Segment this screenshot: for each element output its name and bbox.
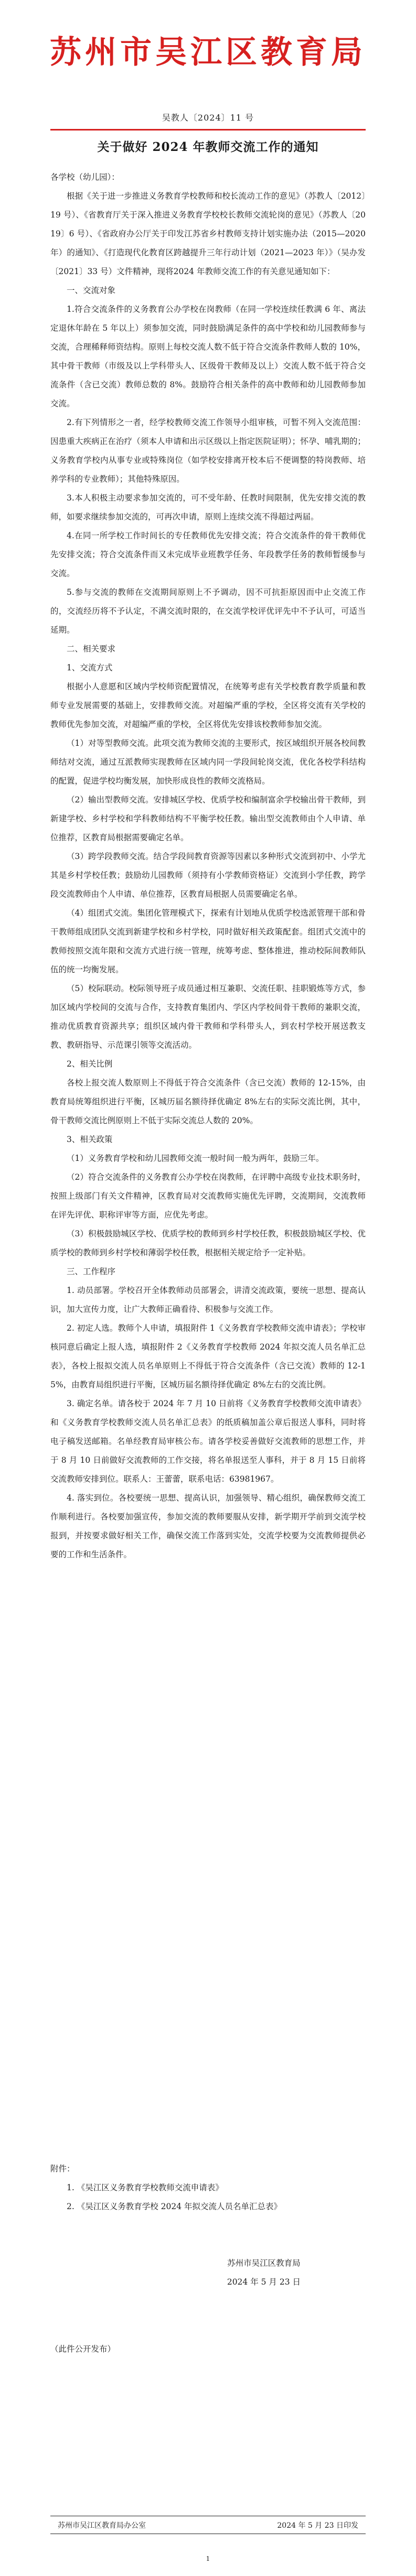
attachment-item: 2. 《吴江区义务教育学校 2024 年拟交流人员名单汇总表》: [67, 2202, 282, 2211]
body-paragraph: 4. 落实到位。各校要统一思想、提高认识，加强领导、精心组织，确保教师交流工作顺利进行。各校要加强宣传，参加交流的教师要服从安排，新学期开学前到交流学校报到，并按要求做好相关工作，确保交流工作落到实处，交流学校要为交流教师提供必要的工作和生活条件。: [50, 1493, 366, 1559]
body-paragraph: （2）符合交流条件的义务教育公办学校在岗教师，在评聘中高级专业技术职务时，按照上级部门有关文件精神，区教育局对交流教师实施优先评聘，交流期间，交流教师在评先评优、职称评审等方面，应优先考虑。: [50, 1172, 366, 1220]
body-paragraph: 根据《关于进一步推进义务教育学校教师和校长流动工作的意见》（苏教人〔2012〕19 号）、《省教育厅关于深入推进义务教育学校校长教师交流轮岗的意见》（苏教人〔2019〕6 号）、《省政府办公厅关于印发江苏省乡村教师支持计划实施办法（2015—2020 年）的通知》、《打造现代化教育区跨越提升三年行动计划（2021—2023 年）》（吴办发〔2021〕33 号）文件精神，现将2024 年教师交流工作的有关意见通知如下：: [50, 191, 366, 276]
footer-print-date: 2024 年 5 月 23 日印发: [277, 2521, 358, 2530]
section-heading: 一、交流对象: [67, 286, 116, 295]
body-paragraph: （4）组团式交流。集团化管理模式下，探索有计划地从优质学校选派管理干部和骨干教师组成团队交流到新建学校和乡村学校，同时做好相关政策配套。组团式交流中的教师按照交流年限和交流方式进行统一管理，统筹考虑、整体推进，推动校际间教师队伍的统一均衡发展。: [50, 908, 366, 974]
body-paragraph: （2）输出型教师交流。安排城区学校、优质学校和编制富余学校输出骨干教师，到新建学校、乡村学校和学科教师结构不平衡学校任教。输出型交流教师由个人申请、单位推荐，区教育局根据需要确定名单。: [50, 795, 366, 842]
attachment-item: 1. 《吴江区义务教育学校教师交流申请表》: [67, 2183, 223, 2192]
signature-block: [227, 2254, 301, 2291]
body-paragraph: （1）义务教育学校和幼儿园教师交流一般时间一般为两年，鼓励三年。: [67, 1154, 324, 1163]
letterhead-org-name: 苏州市吴江区教育局: [50, 34, 366, 71]
body-paragraph: （5）校际联动。校际领导班子成员通过相互兼职、交流任职、挂职锻炼等方式，参加区域内学校间的交流与合作，支持教育集团内、学区内学校间骨干教师的兼职交流，推动优质教育资源共享；组织区域内骨干教师和学科带头人，到农村学校开展送教支教、教研指导、示范课引领等交流活动。: [50, 984, 366, 1050]
body-paragraph: （3）积极鼓励城区学校、优质学校的教师到乡村学校任教，积极鼓励城区学校、优质学校的教师到乡村学校和薄弱学校任教，根据相关规定给予一定补贴。: [50, 1229, 366, 1257]
body-paragraph: （3）跨学段教师交流。结合学段间教育资源等因素以多种形式交流到初中、小学尤其是乡村学校任教；鼓励幼儿园教师（须持有小学教师资格证）交流到小学任教，跨学段交流教师由个人申请、单位推荐，区教育局根据人员需要确定名单。: [50, 852, 366, 899]
body-paragraph: 各校上报交流人数原则上不得低于符合交流条件（含已交流）教师的 12-15%，由教育局统筹组织进行平衡，区城历届名额待择优确定 8%左右的实际交流比例，其中，骨干教师交流比例原则上不低于实际交流总人数的 20%。: [50, 1078, 366, 1125]
section-heading: 二、相关要求: [67, 644, 116, 654]
body-paragraph: 4.在同一所学校工作时间长的专任教师优先安排交流；符合交流条件的骨干教师优先安排交流；符合交流条件而又未完成毕业班教学任务、年段教学任务的教师暂缓参与交流。: [50, 531, 366, 578]
document-number: 吴教人〔2024〕11 号: [162, 113, 254, 123]
page-number: 1: [206, 2555, 210, 2562]
attachments-block: [50, 2159, 366, 2216]
body-paragraph: 1. 动员部署。学校召开全体教师动员部署会，讲清交流政策，要统一思想、提高认识，加大宣传力度，让广大教师正确看待、积极参与交流工作。: [50, 1286, 366, 1314]
body-paragraph: 5.参与交流的教师在交流期间原则上不予调动，因不可抗拒原因而中止交流工作的，交流经历将不予认定，不满交流时限的，在交流学校评优评先中不予认可，可适当延期。: [50, 588, 366, 635]
body-paragraph: 1.符合交流条件的义务教育公办学校在岗教师（在同一学校连续任教满 6 年、离法定退休年龄在 5 年以上）须参加交流，同时鼓励满足条件的高中学校和幼儿园教师参与交流，合理稀释师资结构。原则上每校交流人数不低于符合交流条件教师人数的 10%，其中骨干教师（市级及以上学科带头人、区级骨干教师及以上）交流人数不低于符合交流条件（含已交流）教师总数的 8%。鼓励符合相关条件的高中教师和幼儿园教师参加交流。: [50, 305, 366, 408]
signature-org: 苏州市吴江区教育局: [227, 2258, 301, 2268]
document-body: [50, 168, 366, 1564]
footer: [50, 2520, 366, 2531]
body-paragraph: 3. 确定名单。请各校于 2024 年 7 月 10 日前将《义务教育学校教师交流申请表》和《义务教育学校教师交流人员名单汇总表》的纸质稿加盖公章后报送人事科，同时将电子稿发送邮箱。名单经教育局审核公布。请各学校妥善做好交流教师的思想工作，并于 8 月 10 日前做好交流教师的工作交接，将名单报送至人事科，并于 8 月 15 日前将交流教师安排到位。联系人：王蕾蕾，联系电话：63981967。: [50, 1399, 366, 1484]
publication-note: （此件公开发布）: [50, 2344, 116, 2354]
attachments-label: 附件：: [50, 2164, 75, 2173]
body-paragraph: 2.有下列情形之一者，经学校教师交流工作领导小组审核，可暂不列入交流范围：因患重大疾病正在治疗（须本人申请和出示区级以上指定医院证明）；怀孕、哺乳期的；义务教育学校内从事专业或特殊岗位（如学校安排离开校本后不便调整的特岗教师、培养学科的专业教师）；其他特殊原因。: [50, 418, 366, 484]
document-title: 关于做好 2024 年教师交流工作的通知: [97, 140, 319, 154]
subsection-heading: 3、相关政策: [67, 1135, 113, 1144]
body-paragraph: （1）对等型教师交流。此项交流为教师交流的主要形式，按区域组织开展各校间教师结对交流，通过互派教师实现教师在区域内同一学段间轮岗交流，优化各校学科结构的配置，促进学校均衡发展，加快形成良性的教师交流格局。: [50, 738, 366, 786]
salutation: 各学校（幼儿园）：: [50, 172, 120, 182]
signature-date: 2024 年 5 月 23 日: [227, 2277, 301, 2287]
red-divider-line: [50, 129, 366, 131]
subsection-heading: 1、交流方式: [67, 663, 113, 672]
body-paragraph: 3.本人积极主动要求参加交流的，可不受年龄、任教时间限制，优先安排交流的教师，如要求继续参加交流的，可再次申请，原则上连续交流不得超过两届。: [50, 493, 366, 521]
subsection-heading: 2、相关比例: [67, 1059, 113, 1069]
section-heading: 三、工作程序: [67, 1267, 116, 1276]
body-paragraph: 2. 初定人选。教师个人申请，填报附件 1《义务教育学校教师交流申请表》；学校审核同意后确定上报人选，填报附件 2《义务教育学校教师 2024 年拟交流人员名单汇总表》，各校上报拟交流人员名单原则上不得低于符合交流条件（含已交流）教师的 12-15%，由教育局组织进行平衡，区城历届名额待择优确定 8%左右的交流比例。: [50, 1323, 366, 1389]
body-paragraph: 根据小人意愿和区域内学校师资配置情况，在统筹考虑有关学校教育教学质量和教师专业发展需要的基础上，安排教师交流。对超编严重的学校，全区将交流有关学校的教师优先参加交流，对超编严重的学校，全区将优先安排该校教师参加交流。: [50, 682, 366, 729]
footer-office: 苏州市吴江区教育局办公室: [58, 2521, 146, 2530]
